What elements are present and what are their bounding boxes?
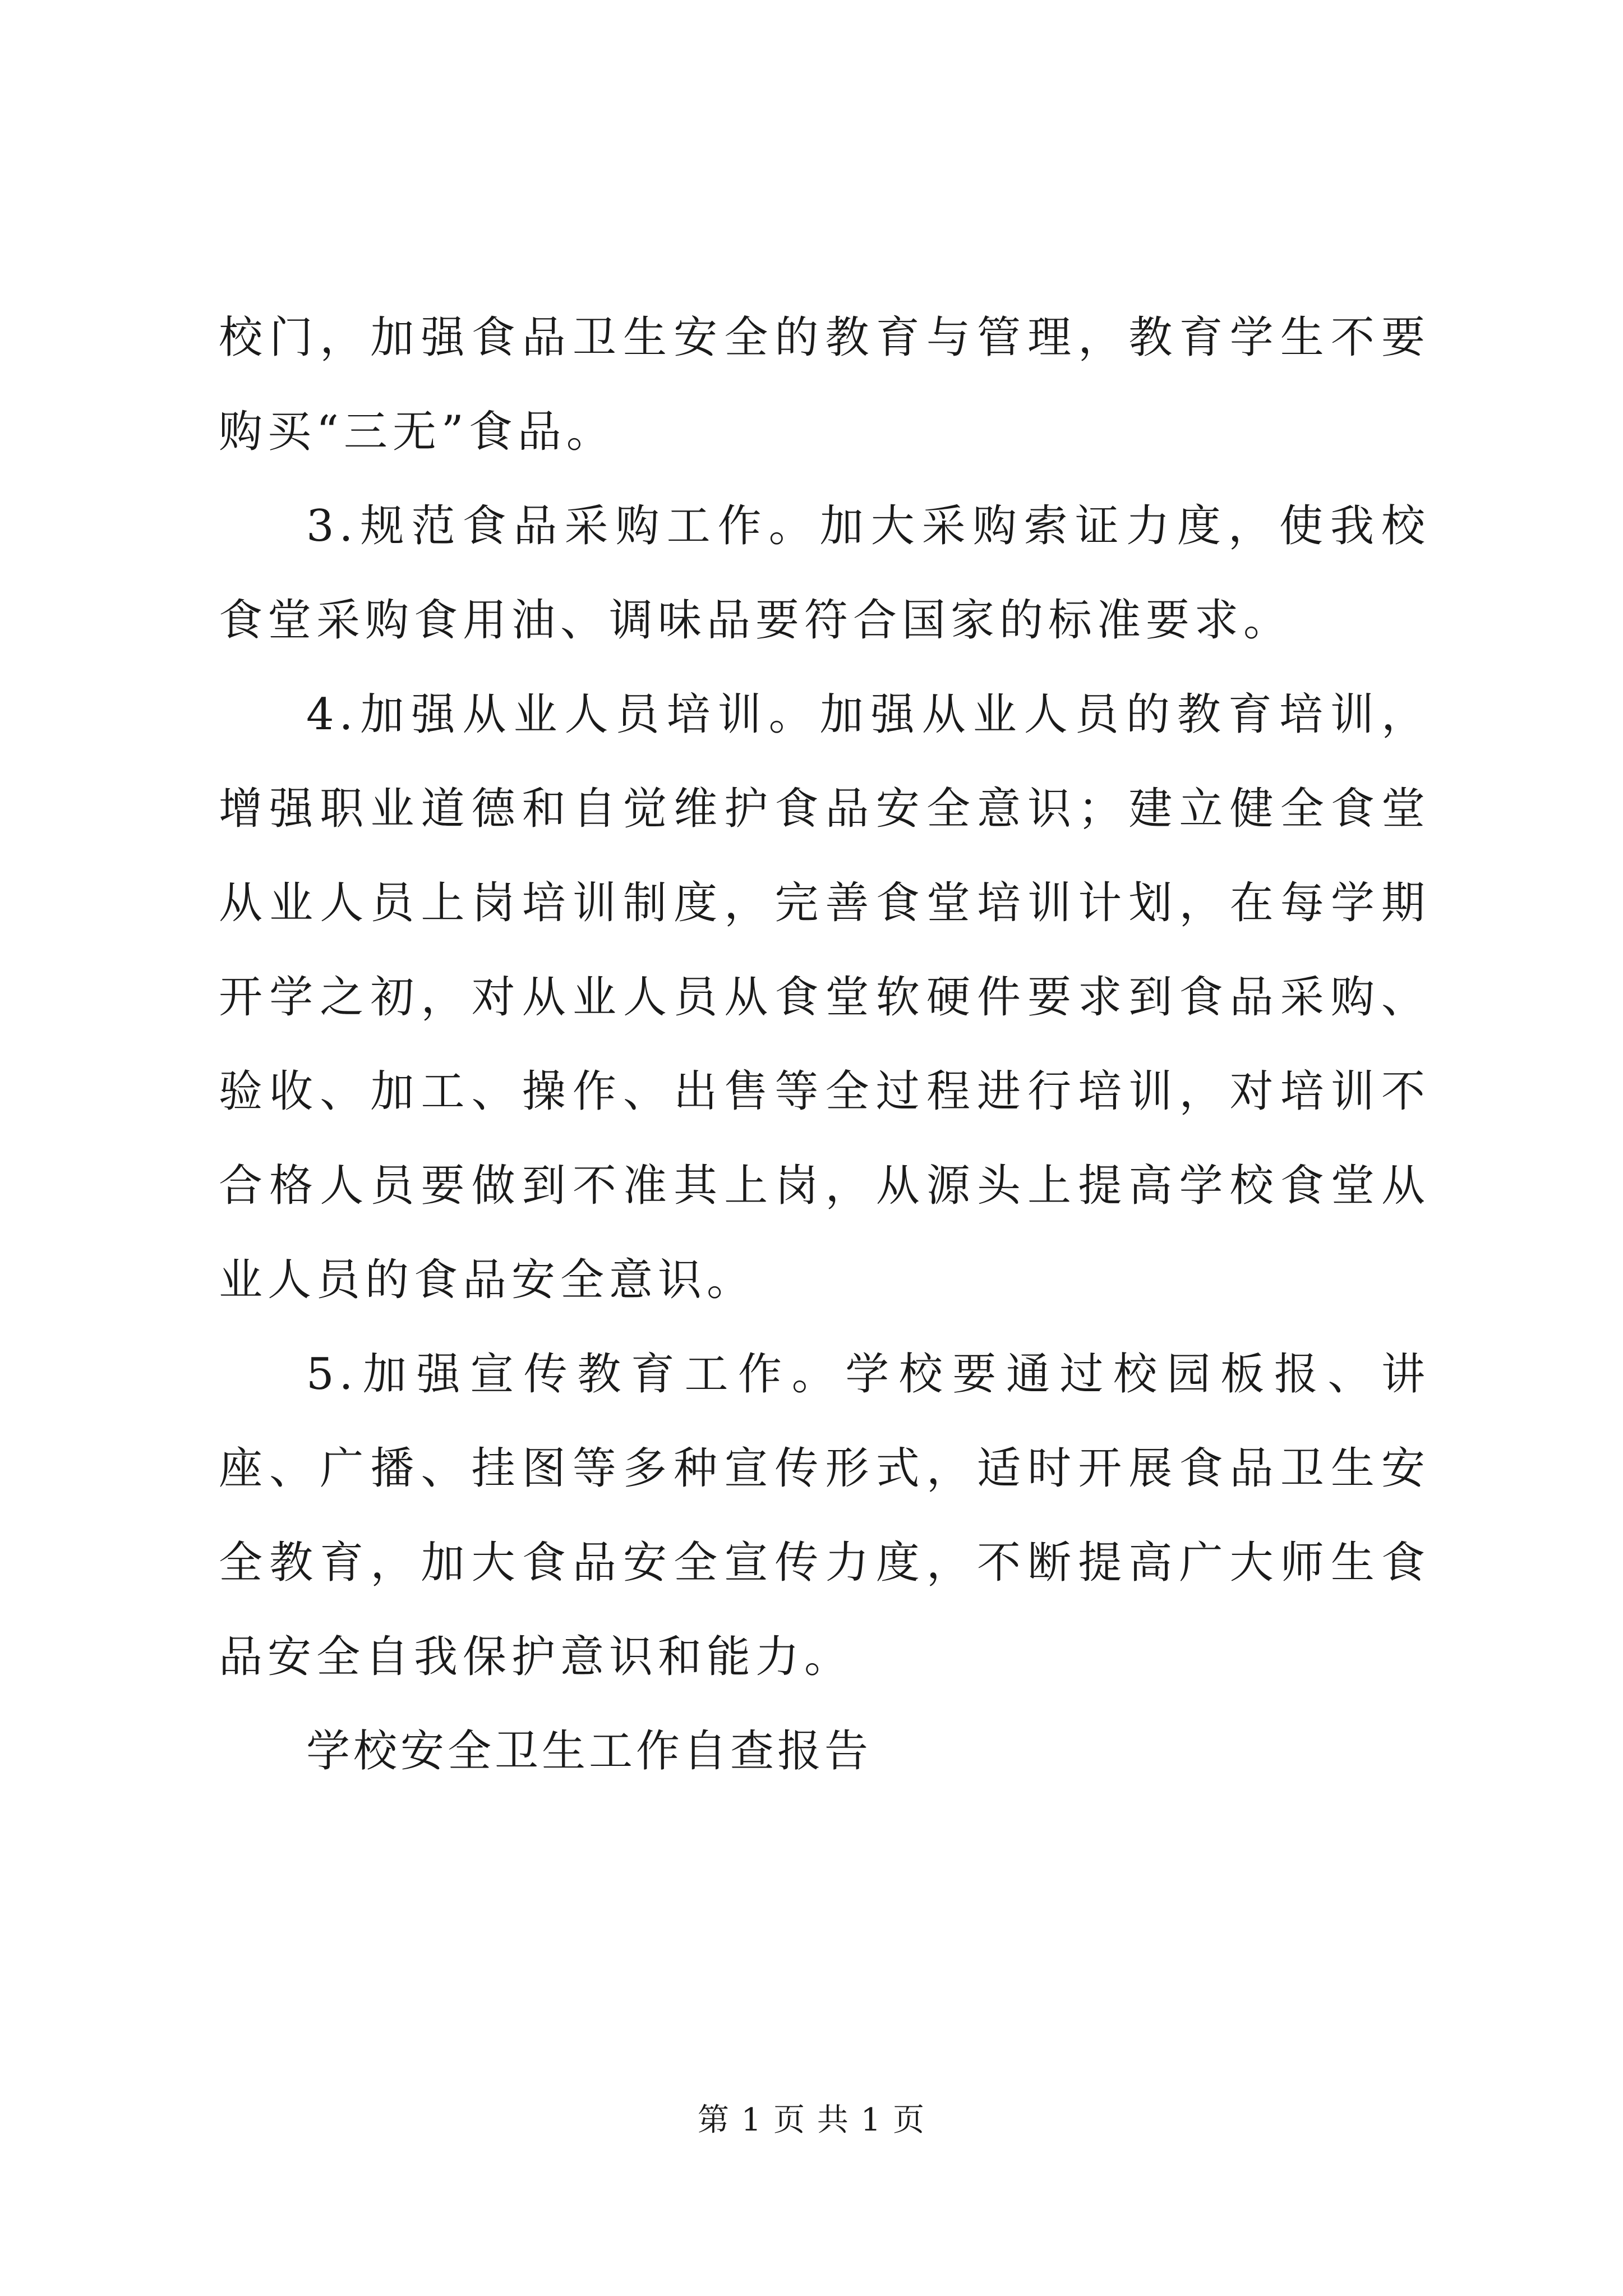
- document-heading: 学校安全卫生工作自查报告: [306, 1726, 872, 1777]
- page-footer: 第 1 页 共 1 页: [697, 2102, 926, 2138]
- paragraph-item-5: 5.加强宣传教育工作。学校要通过校园板报、讲座、广播、挂图等多种宣传形式，适时开展食品卫生安全教育，加大食品安全宣传力度，不断提高广大师生食品安全自我保护意识和能力。: [219, 1349, 1430, 1682]
- paragraph-continuation: 校门，加强食品卫生安全的教育与管理，教育学生不要购买“三无”食品。: [219, 312, 1430, 457]
- paragraph-item-3: 3.规范食品采购工作。加大采购索证力度，使我校食堂采购食用油、调味品要符合国家的标准要求。: [219, 501, 1430, 646]
- document-body: [219, 291, 1430, 1798]
- paragraph-item-4: 4.加强从业人员培训。加强从业人员的教育培训，增强职业道德和自觉维护食品安全意识；建立健全食堂从业人员上岗培训制度，完善食堂培训计划，在每学期开学之初，对从业人员从食堂软硬件要求到食品采购、验收、加工、操作、出售等全过程进行培训，对培训不合格人员要做到不准其上岗，从源头上提高学校食堂从业人员的食品安全意识。: [219, 689, 1430, 1305]
